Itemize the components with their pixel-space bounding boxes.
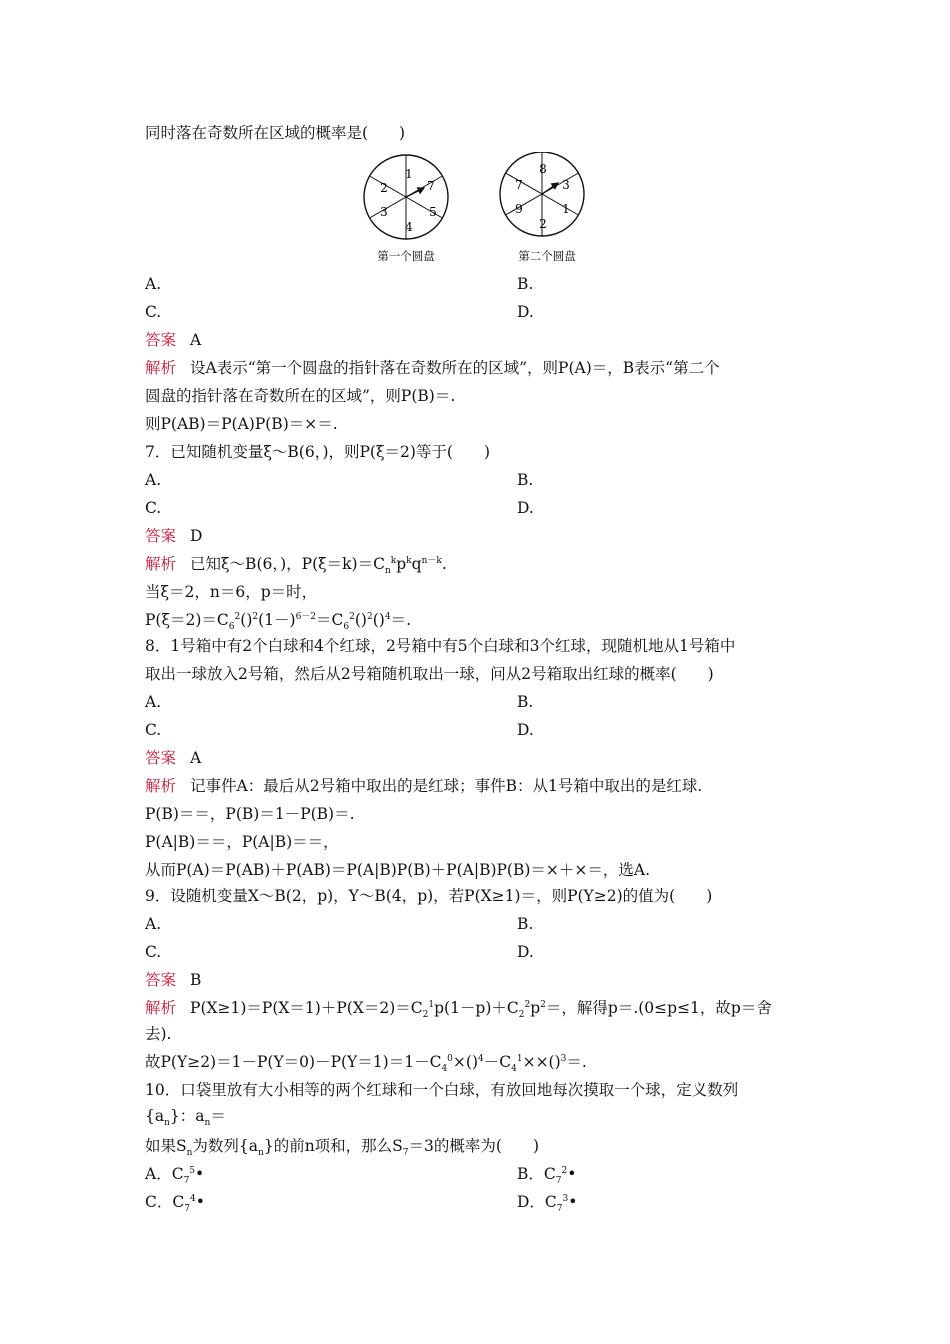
- disk-2-number: 7: [515, 178, 523, 192]
- disk-2-number: 9: [515, 202, 523, 216]
- formula-sub: 7: [402, 1148, 409, 1159]
- analysis-tag: 解析: [145, 999, 177, 1017]
- formula: (): [372, 611, 385, 629]
- disk-2-number: 3: [562, 178, 570, 192]
- answer-tag: 答案: [145, 331, 177, 349]
- option-text: B．C: [517, 1165, 556, 1183]
- option-text: C．C: [145, 1193, 185, 1211]
- option-text: D．C: [517, 1193, 557, 1211]
- formula-sup: 5: [189, 1165, 196, 1176]
- formula: }的前n项和，那么S: [263, 1137, 403, 1155]
- analysis-line: [145, 776, 702, 796]
- disk-1-number: 7: [427, 179, 435, 193]
- formula-sub: 7: [555, 1176, 562, 1187]
- disk-2-number: 1: [562, 202, 570, 216]
- analysis-tag: 解析: [145, 555, 177, 573]
- answer-line: [145, 330, 201, 350]
- analysis-text: 则P(AB)＝P(A)P(B)＝×＝.: [145, 415, 338, 433]
- formula: －C: [483, 1053, 512, 1071]
- analysis-text: 从而P(A)＝P(AB)＋P(AB)＝P(A|B)P(B)＋P(A|B)P(B)＝×＋×＝，选A.: [145, 861, 651, 879]
- formula-sub: n: [164, 1118, 170, 1129]
- answer-value: D: [190, 527, 203, 545]
- option-c: C.: [145, 499, 162, 517]
- option-b: B.: [517, 275, 534, 293]
- question-10-stem: [145, 1136, 539, 1159]
- option-a: A.: [145, 275, 162, 293]
- analysis-text: 设A表示“第一个圆盘的指针落在奇数所在的区域”，则P(A)＝，B表示“第二个: [190, 359, 720, 377]
- option-c: C.: [145, 721, 162, 739]
- formula: (): [354, 611, 367, 629]
- option-text: A．C: [145, 1165, 184, 1183]
- formula: .: [441, 555, 447, 573]
- formula-sup: 2: [524, 999, 531, 1010]
- option-a: [145, 1164, 205, 1187]
- formula-sup: 1: [516, 1053, 523, 1064]
- disk-2-pointer: [542, 183, 558, 194]
- answer-value: B: [190, 971, 202, 989]
- analysis-text: P(A|B)＝＝，P(A|B)＝＝，: [145, 833, 339, 851]
- formula-sup: n－k: [421, 555, 442, 566]
- formula: {a: [145, 1107, 165, 1125]
- answer-tag: 答案: [145, 749, 177, 767]
- formula: p(1－p)＋C: [434, 999, 519, 1017]
- formula-sup: 4: [478, 1053, 484, 1064]
- disk-2-caption: 第二个圆盘: [518, 249, 576, 263]
- formula-sup: 3: [562, 1193, 569, 1204]
- formula-sub: 2: [518, 1010, 525, 1021]
- formula-sub: 4: [511, 1064, 517, 1075]
- option-text: •: [195, 1193, 205, 1211]
- formula-sup: 2: [561, 1165, 568, 1176]
- formula: 如果S: [145, 1137, 187, 1155]
- formula-sub: 6: [228, 622, 235, 633]
- formula-sup: 3: [560, 1053, 567, 1064]
- formula: (): [240, 611, 253, 629]
- question-10-stem: 10．口袋里放有大小相等的两个红球和一个白球，有放回地每次摸取一个球，定义数列: [145, 1081, 739, 1099]
- formula-sub: 7: [184, 1204, 190, 1215]
- answer-value: A: [190, 331, 202, 349]
- analysis-formula-line: [145, 610, 411, 633]
- formula: 为数列{a: [192, 1137, 259, 1155]
- question-intro: 同时落在奇数所在区域的概率是( ): [145, 124, 406, 142]
- formula: ＝.: [390, 611, 411, 629]
- option-b: B.: [517, 471, 534, 489]
- formula-sub: 2: [422, 1010, 429, 1021]
- option-text: •: [567, 1165, 577, 1183]
- formula-sup: 6－2: [295, 611, 317, 622]
- question-7-stem: 7．已知随机变量ξ～B(6，)，则P(ξ＝2)等于( ): [145, 443, 491, 461]
- option-text: •: [568, 1193, 578, 1211]
- question-8-stem: 8．1号箱中有2个白球和4个红球，2号箱中有5个白球和3个红球，现随机地从1号箱中: [145, 637, 736, 655]
- formula-sub: n: [186, 1148, 193, 1159]
- formula: p: [396, 555, 407, 573]
- option-b: B.: [517, 915, 534, 933]
- disk-2-number: 8: [539, 162, 547, 176]
- option-b: B.: [517, 693, 534, 711]
- formula: ＝C: [316, 611, 344, 629]
- question-9-stem: 9．设随机变量X～B(2，p)，Y～B(4，p)，若P(X≥1)＝，则P(Y≥2)的值为( ): [145, 887, 713, 905]
- question-10-stem: [145, 1106, 226, 1129]
- formula-sup: 4: [384, 611, 391, 622]
- analysis-line: [145, 358, 720, 378]
- disk-2: [500, 152, 584, 263]
- disk-2-number: 2: [539, 217, 547, 231]
- formula: ×(): [452, 1053, 478, 1071]
- option-d: D.: [517, 721, 534, 739]
- formula-sub: n: [384, 566, 391, 577]
- formula-sub: n: [258, 1148, 264, 1159]
- analysis-text: 圆盘的指针落在奇数所在的区域”，则P(B)＝.: [145, 387, 456, 405]
- formula: ＝3的概率为( ): [408, 1137, 539, 1155]
- formula: }：a: [169, 1107, 205, 1125]
- disk-1-number: 1: [405, 167, 413, 181]
- formula-sub: n: [204, 1118, 211, 1129]
- analysis-text: 记事件A：最后从2号箱中取出的是红球；事件B：从1号箱中取出的是红球.: [190, 777, 703, 795]
- formula-sup: 2: [234, 611, 241, 622]
- option-a: A.: [145, 471, 162, 489]
- formula-sub: 7: [556, 1204, 563, 1215]
- option-a: A.: [145, 693, 162, 711]
- formula-sub: 4: [441, 1064, 448, 1075]
- analysis-text: 当ξ＝2，n＝6，p＝时，: [145, 583, 318, 601]
- option-text: •: [195, 1165, 205, 1183]
- analysis-tag: 解析: [145, 777, 177, 795]
- formula-sup: 0: [447, 1053, 453, 1064]
- disk-1-pointer: [406, 188, 424, 197]
- analysis-line: [145, 554, 447, 577]
- option-d: D.: [517, 303, 534, 321]
- formula-sub: 7: [183, 1176, 190, 1187]
- formula-sup: 2: [366, 611, 373, 622]
- disk-1-number: 2: [380, 181, 388, 195]
- option-c: C.: [145, 303, 162, 321]
- formula-sup: k: [390, 555, 397, 566]
- disk-1-number: 4: [405, 220, 413, 234]
- formula-sup: 2: [252, 611, 259, 622]
- option-a: A.: [145, 915, 162, 933]
- answer-tag: 答案: [145, 527, 177, 545]
- disk-1-caption: 第一个圆盘: [377, 249, 435, 263]
- formula: P(X≥1)＝P(X＝1)＋P(X＝2)＝C: [190, 999, 423, 1017]
- answer-line: [145, 526, 202, 546]
- option-b: [517, 1164, 577, 1187]
- option-d: D.: [517, 499, 534, 517]
- formula-sup: 2: [540, 999, 546, 1010]
- question-8-stem: 取出一球放入2号箱，然后从2号箱随机取出一球，问从2号箱取出红球的概率( ): [145, 665, 714, 683]
- formula-sup: 1: [428, 999, 435, 1010]
- analysis-text: 去).: [145, 1025, 172, 1043]
- analysis-line: [145, 998, 772, 1021]
- analysis-tag: 解析: [145, 359, 177, 377]
- formula-sub: 6: [343, 622, 350, 633]
- answer-tag: 答案: [145, 971, 177, 989]
- option-d: D.: [517, 943, 534, 961]
- answer-line: [145, 748, 201, 768]
- formula: 已知ξ～B(6，)，P(ξ＝k)＝C: [190, 555, 385, 573]
- option-d: [517, 1192, 578, 1215]
- answer-line: [145, 970, 201, 990]
- analysis-text: P(B)＝＝，P(B)＝1－P(B)＝.: [145, 805, 355, 823]
- disk-figure: [360, 152, 600, 270]
- answer-value: A: [190, 749, 202, 767]
- formula: ＝: [210, 1107, 226, 1125]
- formula: (1－): [258, 611, 296, 629]
- formula-sup: k: [406, 555, 412, 566]
- formula: ＝，解得p＝.(0≤p≤1，故p＝舍: [545, 999, 772, 1017]
- disk-1: [364, 155, 448, 263]
- formula: p: [530, 999, 541, 1017]
- formula-sup: 2: [349, 611, 355, 622]
- disk-1-number: 5: [429, 205, 437, 219]
- formula: 故P(Y≥2)＝1－P(Y＝0)－P(Y＝1)＝1－C: [145, 1053, 442, 1071]
- disk-1-number: 3: [380, 205, 388, 219]
- formula: ＝.: [566, 1053, 587, 1071]
- formula: P(ξ＝2)＝C: [145, 611, 229, 629]
- option-c: [145, 1192, 205, 1215]
- formula-sup: 4: [189, 1193, 196, 1204]
- formula: q: [411, 555, 422, 573]
- formula: ××(): [522, 1053, 561, 1071]
- option-c: C.: [145, 943, 162, 961]
- analysis-formula-line: [145, 1052, 587, 1075]
